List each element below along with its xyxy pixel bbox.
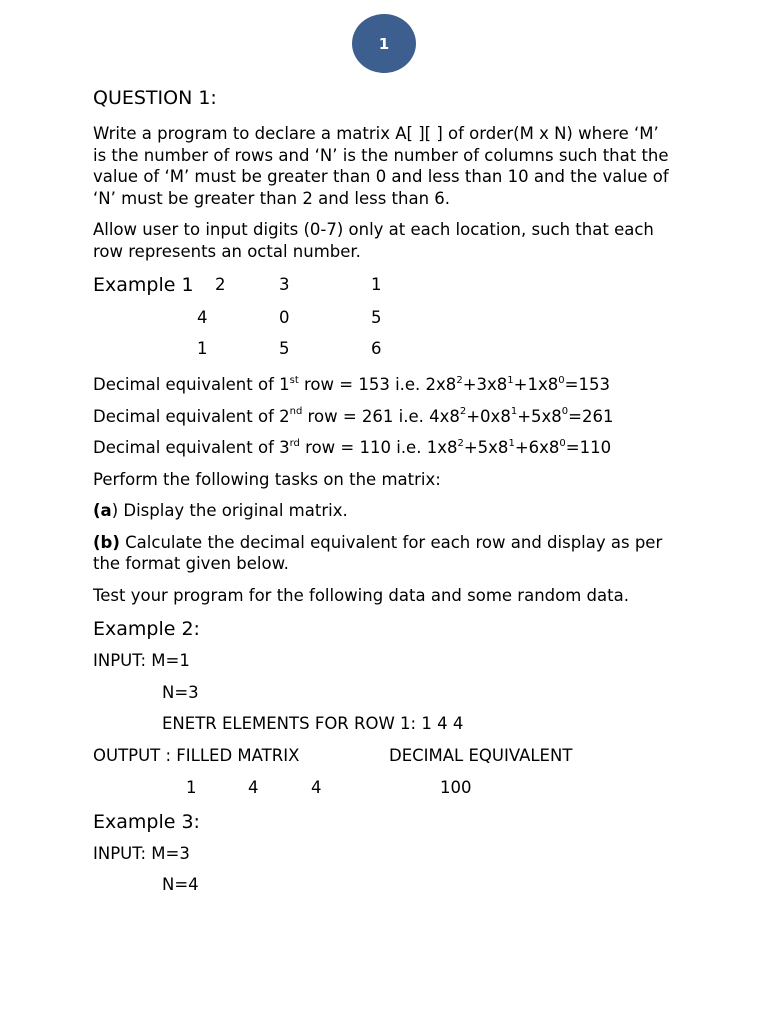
matrix-cell: 1 (371, 275, 382, 294)
perform-paragraph: Perform the following tasks on the matrix: (93, 469, 441, 489)
matrix-cell: 2 (215, 275, 226, 294)
example1-label: Example 1 (93, 274, 194, 296)
matrix-cell: 6 (371, 339, 382, 358)
example1-matrix (93, 272, 673, 368)
task-a: (a) Display the original matrix. (93, 501, 348, 520)
decimal-row-1: Decimal equivalent of 1st row = 153 i.e. $2x8^2+3x8^1+1x8^0=153$ (93, 374, 610, 394)
task-b: (b) Calculate the decimal equivalent for each row and display as per the format given below. (93, 532, 663, 573)
output-cell: 4 (248, 777, 259, 797)
example2-output-header (93, 745, 673, 767)
output-decimal-value: 100 (440, 777, 472, 797)
matrix-cell: 0 (279, 308, 290, 327)
example2-output-row (93, 777, 673, 799)
example2-enter-elements: ENETR ELEMENTS FOR ROW 1: 1 4 4 (162, 714, 464, 733)
matrix-cell: 5 (371, 308, 382, 327)
example3-input-n: N=4 (162, 875, 199, 894)
example3-label: Example 3: (93, 810, 200, 833)
example3-input-m: INPUT: M=3 (93, 843, 190, 863)
page-number-badge: 1 (352, 14, 416, 73)
output-cell: 4 (311, 777, 322, 797)
intro-paragraph: Write a program to declare a matrix A[ ][ ] of order(M x N) where ‘M’ is the number of rows and ‘N’ is the number of columns such that the value of ‘M’ must be greater than 0 and less than 10 and the value of ‘N’ must be greater than 2 and less than 6. (93, 124, 669, 208)
matrix-cell: 3 (279, 275, 290, 294)
matrix-cell: 5 (279, 339, 290, 358)
question-content (93, 84, 673, 906)
question-title: QUESTION 1: (93, 87, 217, 109)
output-label: OUTPUT : FILLED MATRIX (93, 745, 300, 765)
decimal-equivalent-header: DECIMAL EQUIVALENT (389, 745, 573, 765)
example2-input-m: INPUT: M=1 (93, 651, 190, 670)
matrix-cell: 4 (197, 308, 208, 327)
decimal-row-2: Decimal equivalent of 2nd row = 261 i.e. $4x8^2+0x8^1+5x8^0=261$ (93, 406, 614, 426)
example2-input-n: N=3 (162, 682, 199, 702)
example2-label: Example 2: (93, 618, 200, 640)
matrix-cell: 1 (197, 339, 208, 358)
test-paragraph: Test your program for the following data and some random data. (93, 585, 629, 605)
decimal-row-3: Decimal equivalent of 3rd row = 110 i.e. $1x8^2+5x8^1+6x8^0=110$ (93, 437, 612, 457)
allow-paragraph: Allow user to input digits (0-7) only at each location, such that each row represents an octal number. (93, 220, 654, 261)
output-cell: 1 (186, 777, 197, 797)
